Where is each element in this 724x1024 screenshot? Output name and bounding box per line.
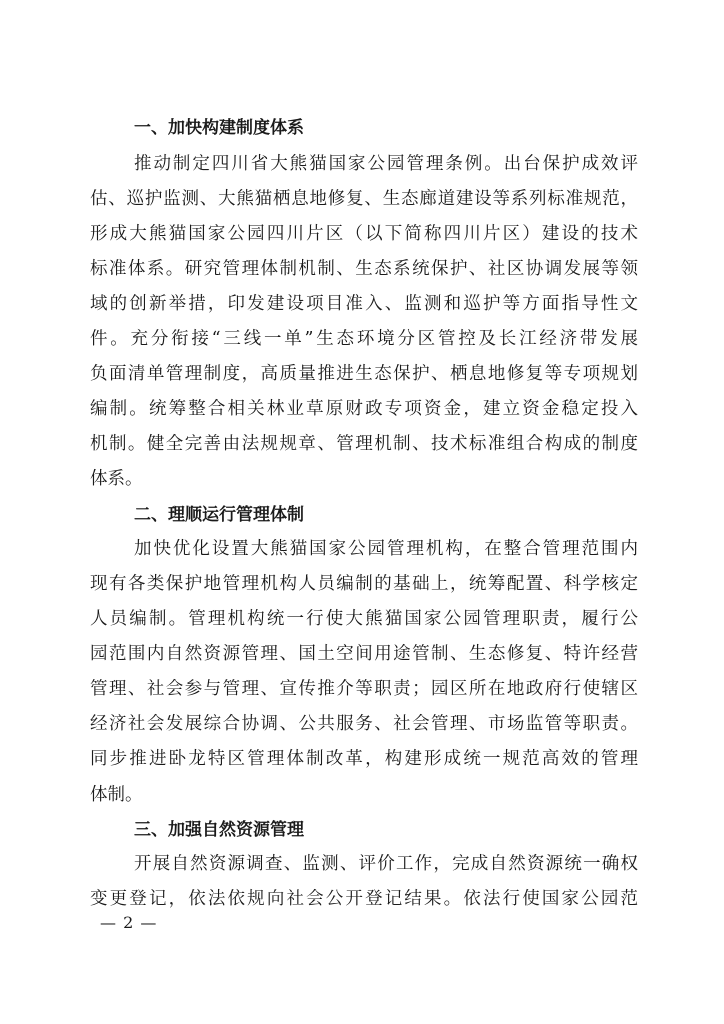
section-heading-1: 一、加快构建制度体系 — [134, 118, 304, 138]
paragraph-line: 件。充分衔接“三线一单”生态环境分区管控及长江经济带发展 — [90, 329, 638, 349]
paragraph-line: 园范围内自然资源管理、国土空间用途管制、生态修复、特许经营 — [90, 644, 638, 664]
paragraph-line: 域的创新举措，印发建设项目准入、监测和巡护等方面指导性文 — [90, 294, 638, 314]
paragraph-line: 同步推进卧龙特区管理体制改革，构建形成统一规范高效的管理 — [90, 749, 638, 769]
paragraph-line: 标准体系。研究管理体制机制、生态系统保护、社区协调发展等领 — [90, 259, 638, 279]
paragraph-line: 开展自然资源调查、监测、评价工作，完成自然资源统一确权 — [134, 854, 638, 874]
paragraph-line: 编制。统筹整合相关林业草原财政专项资金，建立资金稳定投入 — [90, 399, 638, 419]
paragraph-line: 变更登记，依法依规向社会公开登记结果。依法行使国家公园范 — [90, 889, 638, 909]
paragraph-line: 估、巡护监测、大熊猫栖息地修复、生态廊道建设等系列标准规范， — [90, 189, 638, 209]
section-heading-2: 二、理顺运行管理体制 — [134, 505, 304, 525]
paragraph-line: 管理、社会参与管理、宣传推介等职责；园区所在地政府行使辖区 — [90, 679, 638, 699]
paragraph-line: 形成大熊猫国家公园四川片区（以下简称四川片区）建设的技术 — [90, 224, 638, 244]
paragraph-line: 加快优化设置大熊猫国家公园管理机构，在整合管理范围内 — [134, 539, 638, 559]
paragraph-line: 现有各类保护地管理机构人员编制的基础上，统筹配置、科学核定 — [90, 574, 638, 594]
paragraph-line: 体制。 — [90, 785, 143, 805]
section-heading-3: 三、加强自然资源管理 — [134, 820, 304, 840]
paragraph-line: 人员编制。管理机构统一行使大熊猫国家公园管理职责，履行公 — [90, 609, 638, 629]
paragraph-line: 负面清单管理制度，高质量推进生态保护、栖息地修复等专项规划 — [90, 364, 638, 384]
paragraph-line: 机制。健全完善由法规规章、管理机制、技术标准组合构成的制度 — [90, 434, 638, 454]
page-number: — 2 — — [100, 913, 158, 932]
paragraph-line: 推动制定四川省大熊猫国家公园管理条例。出台保护成效评 — [134, 154, 638, 174]
paragraph-line: 体系。 — [90, 469, 143, 489]
paragraph-line: 经济社会发展综合协调、公共服务、社会管理、市场监管等职责。 — [90, 714, 638, 734]
